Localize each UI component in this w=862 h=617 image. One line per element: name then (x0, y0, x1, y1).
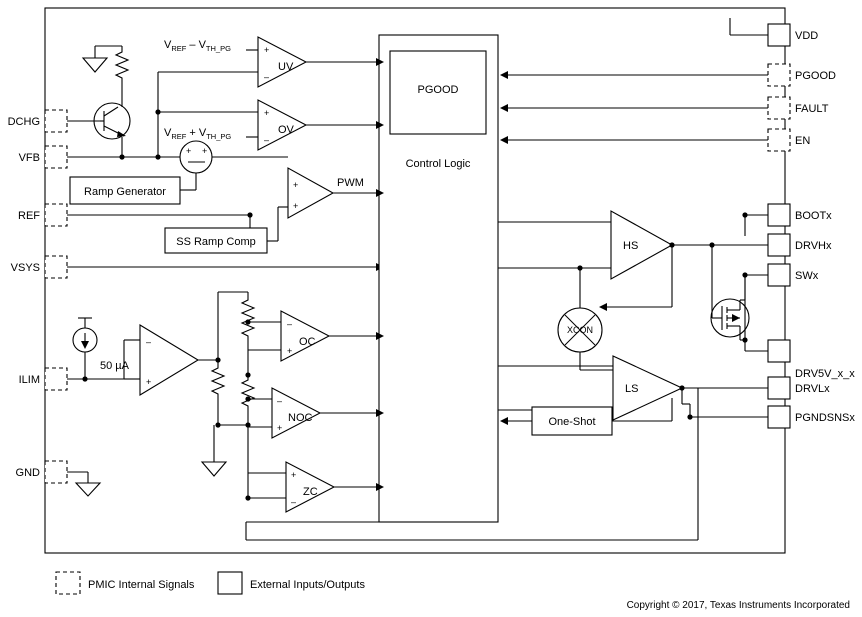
ov-plus-sign: + (264, 108, 270, 118)
pwm-plus-2: + (293, 201, 299, 211)
sum-plus-2: + (202, 146, 208, 156)
control-logic-label: Control Logic (405, 158, 471, 170)
ss-ramp-comp-label: SS Ramp Comp (176, 236, 256, 248)
zc-minus-sign: – (291, 497, 297, 507)
pin-label-ref: REF (18, 210, 40, 222)
zc-label: ZC (303, 486, 318, 498)
noc-label: NOC (288, 412, 313, 424)
legend-swatch-internal (56, 572, 80, 594)
ramp-generator-label: Ramp Generator (84, 186, 166, 198)
pwm-signal-label: PWM (337, 177, 364, 189)
ilim-minus-sign: – (146, 337, 152, 347)
ov-threshold-annotation: $V_{REF} + V_{TH\_PG}$ (164, 127, 232, 141)
current-source-label: 50 µA (100, 360, 129, 372)
legend (56, 572, 365, 594)
pin-label-swx: SWx (795, 270, 819, 282)
uv-threshold-annotation: $V_{REF} - V_{TH\_PG}$ (164, 39, 231, 53)
oc-label: OC (299, 336, 316, 348)
pin-label-pgndsnsx: PGNDSNSx (795, 412, 855, 424)
one-shot-label: One-Shot (548, 416, 596, 428)
pin-label-drv5v: DRV5V_x_x (795, 368, 855, 380)
legend-label-external: External Inputs/Outputs (250, 579, 365, 591)
ov-label: OV (278, 124, 294, 136)
pin-label-bootx: BOOTx (795, 210, 832, 222)
legend-label-internal: PMIC Internal Signals (88, 579, 195, 591)
ov-minus-sign: – (264, 135, 270, 145)
pin-label-fault: FAULT (795, 103, 829, 115)
noc-plus-sign: + (277, 423, 283, 433)
uv-minus-sign: – (264, 72, 270, 82)
pwm-plus-1: + (293, 180, 299, 190)
pgood-label: PGOOD (417, 84, 459, 96)
legend-swatch-external (218, 572, 242, 594)
pin-label-drvlx: DRVLx (795, 383, 830, 395)
ls-label: LS (625, 383, 639, 395)
pin-label-drvhx: DRVHx (795, 240, 832, 252)
oc-minus-sign: – (287, 319, 293, 329)
pin-label-vfb: VFB (18, 152, 40, 164)
pin-label-ilim: ILIM (18, 374, 40, 386)
pin-label-en: EN (795, 135, 811, 147)
uv-plus-sign: + (264, 45, 270, 55)
pin-label-vdd: VDD (795, 30, 819, 42)
pin-label-pgood: PGOOD (795, 70, 836, 82)
noc-minus-sign: – (277, 396, 283, 406)
uv-label: UV (278, 61, 294, 73)
oc-plus-sign: + (287, 346, 293, 356)
sum-plus-1: + (186, 146, 192, 156)
pin-label-gnd: GND (15, 467, 40, 479)
pin-label-dchg: DCHG (7, 116, 40, 128)
copyright-notice: Copyright © 2017, Texas Instruments Incorporated (626, 600, 850, 611)
pin-label-vsys: VSYS (10, 262, 40, 274)
hs-label: HS (623, 240, 639, 252)
xcon-label: XCON (566, 325, 594, 335)
ilim-plus-sign: + (146, 377, 152, 387)
zc-plus-sign: + (291, 470, 297, 480)
